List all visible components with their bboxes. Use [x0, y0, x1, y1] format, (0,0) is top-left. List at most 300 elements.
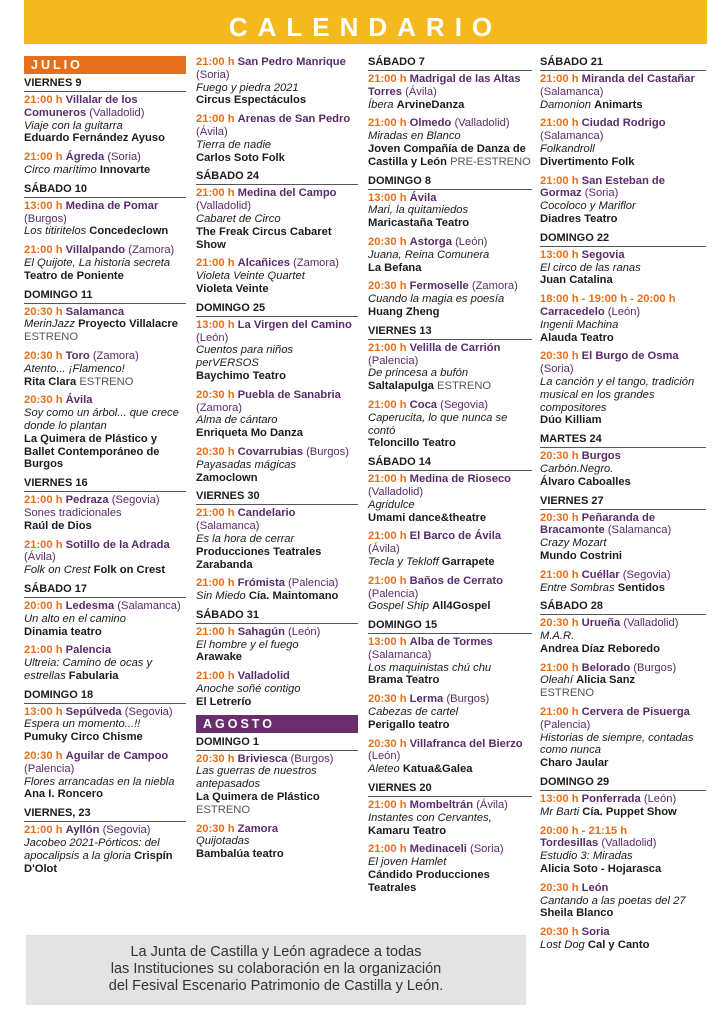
- event-region: (León): [368, 750, 401, 763]
- event-heading: [196, 113, 358, 139]
- event-entry: [24, 644, 186, 682]
- event-heading: [196, 187, 358, 213]
- event-region: (León): [288, 625, 321, 638]
- event-place: Candelario: [237, 507, 296, 520]
- event-heading: [540, 617, 706, 630]
- event-title: Agridulce: [368, 498, 415, 511]
- event-place: Urueña: [581, 617, 621, 630]
- event-company: Baychimo Teatro: [196, 369, 286, 382]
- event-heading: [540, 293, 706, 319]
- event-place: Miranda del Castañar: [581, 73, 695, 85]
- event-place: Medina del Campo: [237, 187, 337, 200]
- event-time: 21:00 h: [196, 56, 235, 68]
- event-region: (Zamora): [196, 401, 242, 414]
- day-heading: DOMINGO 11: [24, 289, 186, 304]
- event-entry: [368, 799, 532, 837]
- event-entry: [24, 350, 186, 388]
- event-time: 21:00 h: [368, 341, 407, 354]
- event-time: 20:30 h: [368, 235, 407, 248]
- event-heading: [540, 662, 706, 675]
- event-heading: [540, 926, 706, 939]
- event-description-line: [196, 590, 358, 603]
- event-heading: [196, 823, 358, 836]
- event-company: Dúo Killiam: [540, 414, 602, 427]
- event-heading: [24, 750, 186, 776]
- event-company-line: [24, 270, 186, 283]
- event-description-line: [24, 225, 186, 238]
- event-title: Los titiritelos: [24, 225, 87, 238]
- event-company: Cal y Canto: [587, 939, 650, 952]
- event-title: Tecla y Tekloff: [368, 555, 439, 568]
- event-place: Tordesillas: [540, 837, 599, 850]
- event-entry: [196, 113, 358, 164]
- event-company-line: [196, 370, 358, 383]
- event-company: Violeta Veinte: [196, 282, 269, 295]
- event-region: (Valladolid): [623, 617, 679, 630]
- event-title: El circo de las ranas: [540, 261, 641, 274]
- event-entry: [24, 494, 186, 532]
- event-company-line: [368, 380, 532, 393]
- event-place: Cuéllar: [581, 568, 620, 581]
- event-company-line: [368, 217, 532, 230]
- event-entry: [24, 94, 186, 145]
- event-heading: [368, 342, 532, 368]
- event-company: Alicia Sanz: [576, 674, 636, 687]
- event-time: 21:00 h: [24, 494, 63, 507]
- event-time: 21:00 h: [24, 538, 63, 551]
- event-company-line: [196, 546, 358, 572]
- event-time: 21:00 h: [368, 473, 407, 486]
- event-place: San Pedro Manrique: [237, 56, 346, 68]
- event-company-line: [540, 274, 706, 287]
- event-entry: [540, 926, 706, 952]
- event-place: Ágreda: [65, 151, 105, 164]
- day-heading: SÁBADO 10: [24, 183, 186, 198]
- event-entry: [540, 249, 706, 287]
- event-heading: [540, 249, 706, 262]
- event-time: 21:00 h: [196, 257, 235, 270]
- event-heading: [368, 693, 532, 706]
- event-region: (León): [196, 331, 229, 344]
- event-company: Cía. Maintomano: [248, 590, 339, 603]
- event-entry: [540, 175, 706, 226]
- event-heading: [540, 350, 706, 376]
- event-company: Concedeclown: [89, 225, 169, 238]
- event-place: Burgos: [581, 450, 621, 463]
- event-time: 21:00 h: [368, 574, 407, 587]
- event-company-line: [196, 283, 358, 296]
- event-place: Briviesca: [237, 752, 288, 765]
- event-description-line: [368, 99, 532, 112]
- day-heading: SÁBADO 21: [540, 56, 706, 71]
- event-company: Pumuky Circo Chisme: [24, 731, 143, 744]
- day-heading: DOMINGO 29: [540, 776, 706, 791]
- event-title: Carbón.Negro.: [540, 462, 614, 475]
- event-place: Villalpando: [65, 244, 126, 257]
- event-region: (Segovia): [111, 494, 160, 507]
- day-heading: SÁBADO 17: [24, 583, 186, 598]
- column-3: [368, 56, 532, 901]
- event-region: (Salamanca): [196, 520, 260, 533]
- column-2: [196, 56, 358, 867]
- event-time: 21:00 h: [24, 824, 63, 837]
- event-heading: [368, 530, 532, 556]
- event-time: 21:00 h: [24, 644, 63, 657]
- event-region: (Palencia): [288, 577, 339, 590]
- event-region: (Burgos): [633, 661, 677, 674]
- event-company: Eduardo Fernández Ayuso: [24, 132, 165, 145]
- event-place: Fermoselle: [409, 280, 469, 293]
- event-entry: [24, 539, 186, 577]
- event-company: Divertimento Folk: [540, 155, 635, 168]
- event-company-line: [540, 213, 706, 226]
- event-company: Joven Compañía de Danza de Castilla y León: [368, 142, 526, 168]
- event-entry: [196, 389, 358, 440]
- event-region: (Zamora): [293, 257, 340, 270]
- event-title: Mari, la quitamiedos: [368, 204, 469, 217]
- event-heading: [540, 73, 706, 99]
- event-title: Cabezas de cartel: [368, 706, 459, 719]
- event-time: 13:00 h: [24, 199, 63, 212]
- event-title: Aleteo: [368, 763, 400, 776]
- event-entry: [196, 319, 358, 383]
- day-heading: VIERNES 20: [368, 782, 532, 797]
- event-heading: [196, 56, 358, 82]
- column-1: [24, 56, 186, 881]
- event-title: Cocoloco y Mariflor: [540, 200, 636, 213]
- event-company-line: [196, 152, 358, 165]
- event-heading: [368, 399, 532, 412]
- event-place: Toro: [65, 349, 90, 362]
- event-company-line: [368, 719, 532, 732]
- event-region: (Ávila): [196, 125, 228, 138]
- event-region: (León): [455, 235, 488, 248]
- event-title: La canción y el tango, tradición musical en los grandes compositores: [540, 375, 695, 414]
- event-place: Alba de Tormes: [409, 636, 493, 649]
- event-region: (Burgos): [290, 752, 334, 765]
- event-company: Andrea Díaz Reboredo: [540, 642, 660, 655]
- event-entry: [368, 280, 532, 318]
- event-company: Crispín D'Olot: [24, 849, 173, 875]
- event-time: 21:00 h: [368, 799, 407, 812]
- event-place: Baños de Cerrato: [409, 574, 503, 587]
- event-title: Un alto en el camino: [24, 612, 126, 625]
- event-region: (Soria): [196, 68, 230, 81]
- event-company: Katua&Galea: [402, 763, 473, 776]
- event-title: Las guerras de nuestros antepasados: [196, 765, 317, 791]
- event-title: Entre Sombras: [540, 581, 615, 594]
- event-place: Puebla de Sanabria: [237, 388, 341, 401]
- event-title: De princesa a bufón: [368, 367, 469, 380]
- event-time: 20:30 h: [24, 349, 63, 362]
- calendar-header: [24, 0, 707, 44]
- event-time: 13:00 h: [540, 793, 579, 806]
- day-heading: SÁBADO 24: [196, 170, 358, 185]
- event-place: El Burgo de Osma: [581, 350, 679, 363]
- event-company: Carlos Soto Folk: [196, 151, 285, 164]
- premiere-label: ESTRENO: [79, 375, 134, 388]
- event-entry: [24, 750, 186, 801]
- event-place: San Esteban de Gormaz: [540, 174, 665, 200]
- event-heading: [368, 799, 532, 812]
- event-place: Sotillo de la Adrada: [65, 538, 170, 551]
- event-time: 21:00 h: [368, 530, 407, 543]
- day-heading: SÁBADO 31: [196, 609, 358, 624]
- event-entry: [196, 577, 358, 603]
- event-company-line: [368, 674, 532, 687]
- event-description-line: [540, 939, 706, 952]
- event-region: (Salamanca): [540, 130, 604, 143]
- event-heading: [24, 644, 186, 657]
- event-region: (Salamanca): [368, 648, 432, 661]
- event-company: El Letrerío: [196, 695, 252, 708]
- event-entry: [196, 670, 358, 708]
- event-description-line: [540, 806, 706, 819]
- event-region: (Ávila): [24, 551, 56, 564]
- column-4: [540, 56, 706, 958]
- event-region: (Segovia): [622, 568, 671, 581]
- event-title: Juana, Reina Comunera: [368, 248, 490, 261]
- event-entry: [24, 706, 186, 744]
- event-region: (Ávila): [368, 543, 400, 556]
- event-entry: [368, 117, 532, 168]
- event-company-line: [368, 512, 532, 525]
- day-heading: VIERNES 30: [196, 490, 358, 505]
- event-place: Madrigal de las Altas Torres: [368, 73, 521, 98]
- event-place: Olmedo: [409, 117, 452, 130]
- event-description-line: [24, 564, 186, 577]
- event-time: 21:00 h: [540, 117, 579, 130]
- event-time: 21:00 h: [540, 706, 579, 719]
- event-title: Payasadas mágicas: [196, 458, 297, 471]
- day-heading: DOMINGO 15: [368, 619, 532, 634]
- event-description-line: [540, 895, 706, 921]
- event-region: (Palencia): [368, 587, 419, 600]
- event-company-line: [24, 788, 186, 801]
- event-time: 21:00 h: [540, 174, 579, 187]
- event-entry: [368, 342, 532, 393]
- event-company: Fabularia: [68, 669, 119, 682]
- event-title: Tierra de nadie: [196, 138, 272, 151]
- event-title: Alma de cántaro: [196, 414, 278, 427]
- event-company: Rita Clara: [24, 375, 77, 388]
- event-heading: [540, 882, 706, 895]
- event-title: Cuentos para niños perVERSOS: [196, 344, 294, 370]
- month-banner: AGOSTO: [196, 715, 358, 733]
- event-time: 13:00 h: [368, 191, 407, 204]
- event-region: (Burgos): [306, 445, 349, 458]
- event-region: (Palencia): [24, 762, 75, 775]
- event-time: 20:30 h: [368, 737, 407, 750]
- event-company: Sheila Blanco: [540, 907, 614, 920]
- event-company: All4Gospel: [432, 600, 491, 613]
- day-heading: DOMINGO 1: [196, 736, 358, 751]
- event-entry: [24, 200, 186, 238]
- event-entry: [540, 825, 706, 876]
- event-company-line: [24, 626, 186, 639]
- event-heading: [196, 577, 358, 590]
- event-heading: [368, 236, 532, 249]
- event-heading: [368, 575, 532, 601]
- acknowledgement-line: La Junta de Castilla y León agradece a todas: [130, 944, 422, 960]
- event-time: 20:30 h: [540, 511, 579, 524]
- premiere-label: ESTRENO: [540, 687, 595, 700]
- event-place: Sepúlveda: [65, 705, 122, 718]
- event-title: El Quijote, La historia secreta: [24, 256, 171, 269]
- event-region: (Zamora): [92, 349, 139, 362]
- event-region: (Soria): [469, 843, 504, 856]
- event-company-line: [368, 143, 532, 169]
- event-company: Charo Jaular: [540, 757, 609, 770]
- event-description-line: [368, 556, 532, 569]
- event-title: Ingenii Machina: [540, 318, 619, 331]
- event-heading: [540, 512, 706, 538]
- event-region: (Ávila): [476, 799, 508, 812]
- event-company: Cía. Puppet Show: [582, 805, 677, 818]
- event-region: (Soria): [540, 363, 574, 376]
- event-company: Proyecto Villalacre: [78, 318, 179, 331]
- event-place: Pedraza: [65, 494, 109, 507]
- event-title: El joven Hamlet: [368, 856, 447, 869]
- event-place: León: [581, 881, 609, 894]
- event-time: 21:00 h: [196, 670, 235, 683]
- event-entry: [368, 636, 532, 687]
- month-banner: JULIO: [24, 56, 186, 74]
- event-place: Ávila: [409, 191, 437, 204]
- event-title: Violeta Veinte Quartet: [196, 270, 305, 283]
- event-place: Astorga: [409, 235, 452, 248]
- event-entry: [540, 450, 706, 488]
- event-title: Cuando la magia es poesía: [368, 293, 505, 306]
- event-company: Dinamia teatro: [24, 625, 102, 638]
- event-heading: [196, 753, 358, 766]
- event-region: (Ávila): [405, 85, 437, 98]
- event-heading: [24, 394, 186, 407]
- event-place: Sahagún: [237, 625, 285, 638]
- event-title: Sin Miedo: [196, 590, 246, 603]
- event-title: Folk on Crest: [24, 564, 91, 577]
- event-place: Ponferrada: [581, 793, 641, 806]
- event-time: 21:00 h: [196, 113, 235, 126]
- event-time: 20:30 h: [196, 445, 235, 458]
- event-company: Circus Espectáculos: [196, 94, 307, 107]
- event-time: 21:00 h: [196, 577, 235, 590]
- event-time: 21:00 h: [368, 117, 407, 130]
- event-region: (Zamora): [471, 280, 518, 293]
- event-heading: [24, 539, 186, 565]
- day-heading: SÁBADO 28: [540, 600, 706, 615]
- event-entry: [196, 507, 358, 571]
- event-company: La Quimera de Plástico y Ballet Contemporáneo de Burgos: [24, 432, 160, 471]
- event-entry: [540, 512, 706, 563]
- event-region: (Valladolid): [89, 106, 145, 119]
- event-heading: [540, 793, 706, 806]
- event-title: Oleahí: [540, 674, 573, 687]
- event-title: Damonion: [540, 98, 591, 111]
- day-heading: VIERNES 13: [368, 325, 532, 340]
- event-time: 20:30 h: [24, 305, 63, 318]
- event-title: Viaje con la guitarra: [24, 119, 123, 132]
- calendar-title: CALENDARIO: [228, 12, 503, 42]
- event-entry: [540, 350, 706, 427]
- event-title: Anoche soñé contigo: [196, 683, 301, 696]
- event-company: ArvineDanza: [396, 98, 465, 111]
- event-heading: [24, 94, 186, 120]
- event-company-line: [24, 132, 186, 145]
- event-title: Instantes con Cervantes,: [368, 811, 492, 824]
- event-entry: [368, 575, 532, 613]
- event-time: 20:30 h: [196, 822, 235, 835]
- event-entry: [368, 693, 532, 731]
- event-company: Juan Catalina: [540, 274, 613, 287]
- event-title: Es la hora de cerrar: [196, 532, 295, 545]
- event-time: 20:30 h: [368, 280, 407, 293]
- event-time: 13:00 h: [196, 318, 235, 331]
- event-heading: [24, 200, 186, 226]
- event-company-line: [540, 156, 706, 169]
- event-company: Sentidos: [617, 581, 665, 594]
- event-heading: [24, 600, 186, 613]
- event-time: 21:00 h: [24, 151, 63, 164]
- event-company-line: [196, 696, 358, 709]
- event-entry: [368, 843, 532, 894]
- day-heading: DOMINGO 22: [540, 232, 706, 247]
- acknowledgement-line: del Fesival Escenario Patrimonio de Castilla y León.: [108, 978, 444, 994]
- event-time: 18:00 h - 19:00 h - 20:00 h: [540, 293, 676, 306]
- event-title: Mr Barti: [540, 805, 580, 818]
- event-heading: [540, 117, 706, 143]
- event-company-line: [540, 863, 706, 876]
- event-company-line: [540, 550, 706, 563]
- event-heading: [540, 450, 706, 463]
- event-heading: [196, 257, 358, 270]
- event-title: El hombre y el fuego: [196, 638, 299, 651]
- event-company: Mundo Costrini: [540, 549, 623, 562]
- event-place: El Barco de Ávila: [409, 530, 502, 543]
- event-time: 21:00 h: [196, 187, 235, 200]
- event-entry: [368, 236, 532, 274]
- event-entry: [540, 617, 706, 655]
- event-region: (Segovia): [124, 705, 173, 718]
- event-entry: [196, 187, 358, 251]
- event-title: Folkandroll: [540, 142, 595, 155]
- event-title: Quijotadas: [196, 835, 250, 848]
- event-company: Cándido Producciones Teatrales: [368, 869, 490, 894]
- event-place: Medinaceli: [409, 843, 467, 856]
- event-heading: [24, 244, 186, 257]
- event-entry: [368, 530, 532, 568]
- event-title: Gospel Ship: [368, 600, 429, 613]
- event-company-line: [196, 472, 358, 485]
- event-entry: [368, 73, 532, 111]
- event-place: Medina de Pomar: [65, 199, 159, 212]
- event-company-line: [368, 306, 532, 319]
- event-place: Ciudad Rodrigo: [581, 117, 666, 130]
- event-heading: [196, 507, 358, 533]
- event-company-line: [368, 437, 532, 450]
- event-region: (Burgos): [24, 212, 67, 225]
- event-title: Ultreia: Camino de ocas y estrellas: [24, 657, 153, 682]
- event-entry: [24, 244, 186, 282]
- event-entry: [196, 56, 358, 107]
- event-heading: [368, 738, 532, 764]
- event-title: Cantando a las poetas del 27: [540, 894, 686, 907]
- event-entry: [540, 793, 706, 819]
- event-company: Zamoclown: [196, 471, 258, 484]
- event-heading: [196, 319, 358, 345]
- event-entry: [24, 151, 186, 177]
- event-heading: [368, 843, 532, 856]
